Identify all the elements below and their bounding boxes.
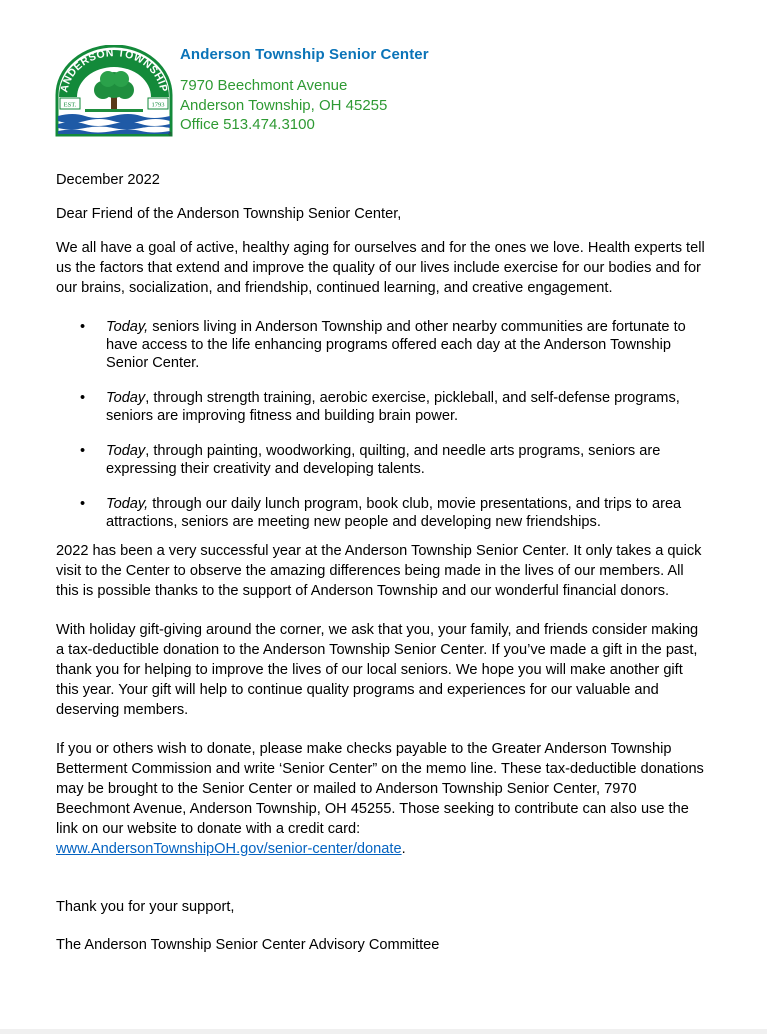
address-line-2: Anderson Township, OH 45255 bbox=[180, 96, 388, 114]
letter-date: December 2022 bbox=[56, 172, 160, 188]
logo-est-label: EST. bbox=[63, 101, 77, 109]
bullet-item bbox=[56, 318, 706, 372]
bullet-text: through our daily lunch program, book club, movie presentations, and trips to area attractions, seniors are meeting new people and developing new friendships. bbox=[106, 496, 682, 530]
donate-text: If you or others wish to donate, please make checks payable to the Greater Anderson Township Betterment Commission and write ‘Senior Center” on the memo line. These tax-deductible donations may be brought to the Senior Center or mailed to Anderson Township Senior Center, 7970 Beechmont Avenue, Anderson Township, OH 45255. Those seeking to contribute can also use the link on our website to donate with a credit card: bbox=[56, 741, 704, 837]
letter-body bbox=[56, 170, 706, 969]
success-paragraph: 2022 has been a very successful year at the Anderson Township Senior Center. It only takes a quick visit to the Center to observe the amazing differences being made in the lives of our members. All this is possible thanks to the support of Anderson Township and our wonderful financial donors. bbox=[56, 543, 702, 599]
logo-year: 1793 bbox=[151, 101, 165, 109]
signature: The Anderson Township Senior Center Advisory Committee bbox=[56, 937, 440, 953]
bullet-item bbox=[56, 442, 706, 478]
bullet-item bbox=[56, 495, 706, 531]
bullet-text: , through strength training, aerobic exercise, pickleball, and self-defense programs, seniors are improving fitness and building brain power. bbox=[106, 390, 680, 424]
township-logo bbox=[55, 45, 173, 137]
bullet-icon: • bbox=[80, 443, 86, 459]
bullet-lead: Today bbox=[106, 390, 146, 406]
bullet-text: seniors living in Anderson Township and other nearby communities are fortunate to have access to the life enhancing programs offered each day at the Anderson Township Senior Center. bbox=[106, 319, 686, 371]
salutation: Dear Friend of the Anderson Township Senior Center, bbox=[56, 206, 402, 222]
bullet-icon: • bbox=[80, 390, 86, 406]
bullet-lead: Today bbox=[106, 443, 146, 459]
donate-paragraph bbox=[56, 739, 706, 859]
today-bullet-list bbox=[56, 318, 706, 531]
intro-paragraph: We all have a goal of active, healthy aging for ourselves and for the ones we love. Health experts tell us the factors that extend and improve the quality of our lives include exercise for our bodies and for our brains, socialization, and friendship, continued learning, and creative engagement. bbox=[56, 240, 705, 296]
donate-link[interactable]: www.AndersonTownshipOH.gov/senior-center/donate bbox=[56, 841, 402, 857]
office-phone: Office 513.474.3100 bbox=[180, 116, 315, 133]
holiday-paragraph: With holiday gift-giving around the corner, we ask that you, your family, and friends consider making a tax-deductible donation to the Anderson Township Senior Center. If you’ve made a gift in the past, thank you for helping to improve the lives of our local seniors. We hope you will make another gift this year. Your gift will help to continue quality programs and experiences for our valuable and deserving members. bbox=[56, 622, 699, 718]
address-line-1: 7970 Beechmont Avenue bbox=[180, 77, 348, 94]
closing: Thank you for your support, bbox=[56, 899, 235, 915]
logo-arc-text: ANDERSON TOWNSHIP bbox=[58, 46, 170, 94]
bullet-icon: • bbox=[80, 496, 86, 512]
bullet-item bbox=[56, 389, 706, 425]
donate-link-period: . bbox=[401, 841, 406, 857]
bullet-lead: Today, bbox=[106, 319, 149, 335]
bullet-icon: • bbox=[80, 319, 86, 335]
org-name: Anderson Township Senior Center bbox=[180, 46, 429, 63]
bullet-lead: Today, bbox=[106, 496, 149, 512]
letterhead-info bbox=[180, 45, 740, 135]
bullet-text: , through painting, woodworking, quilting, and needle arts programs, seniors are expressing their creativity and developing talents. bbox=[106, 443, 661, 477]
registered-mark: ® bbox=[168, 132, 172, 137]
page-bottom-edge bbox=[0, 1029, 767, 1034]
